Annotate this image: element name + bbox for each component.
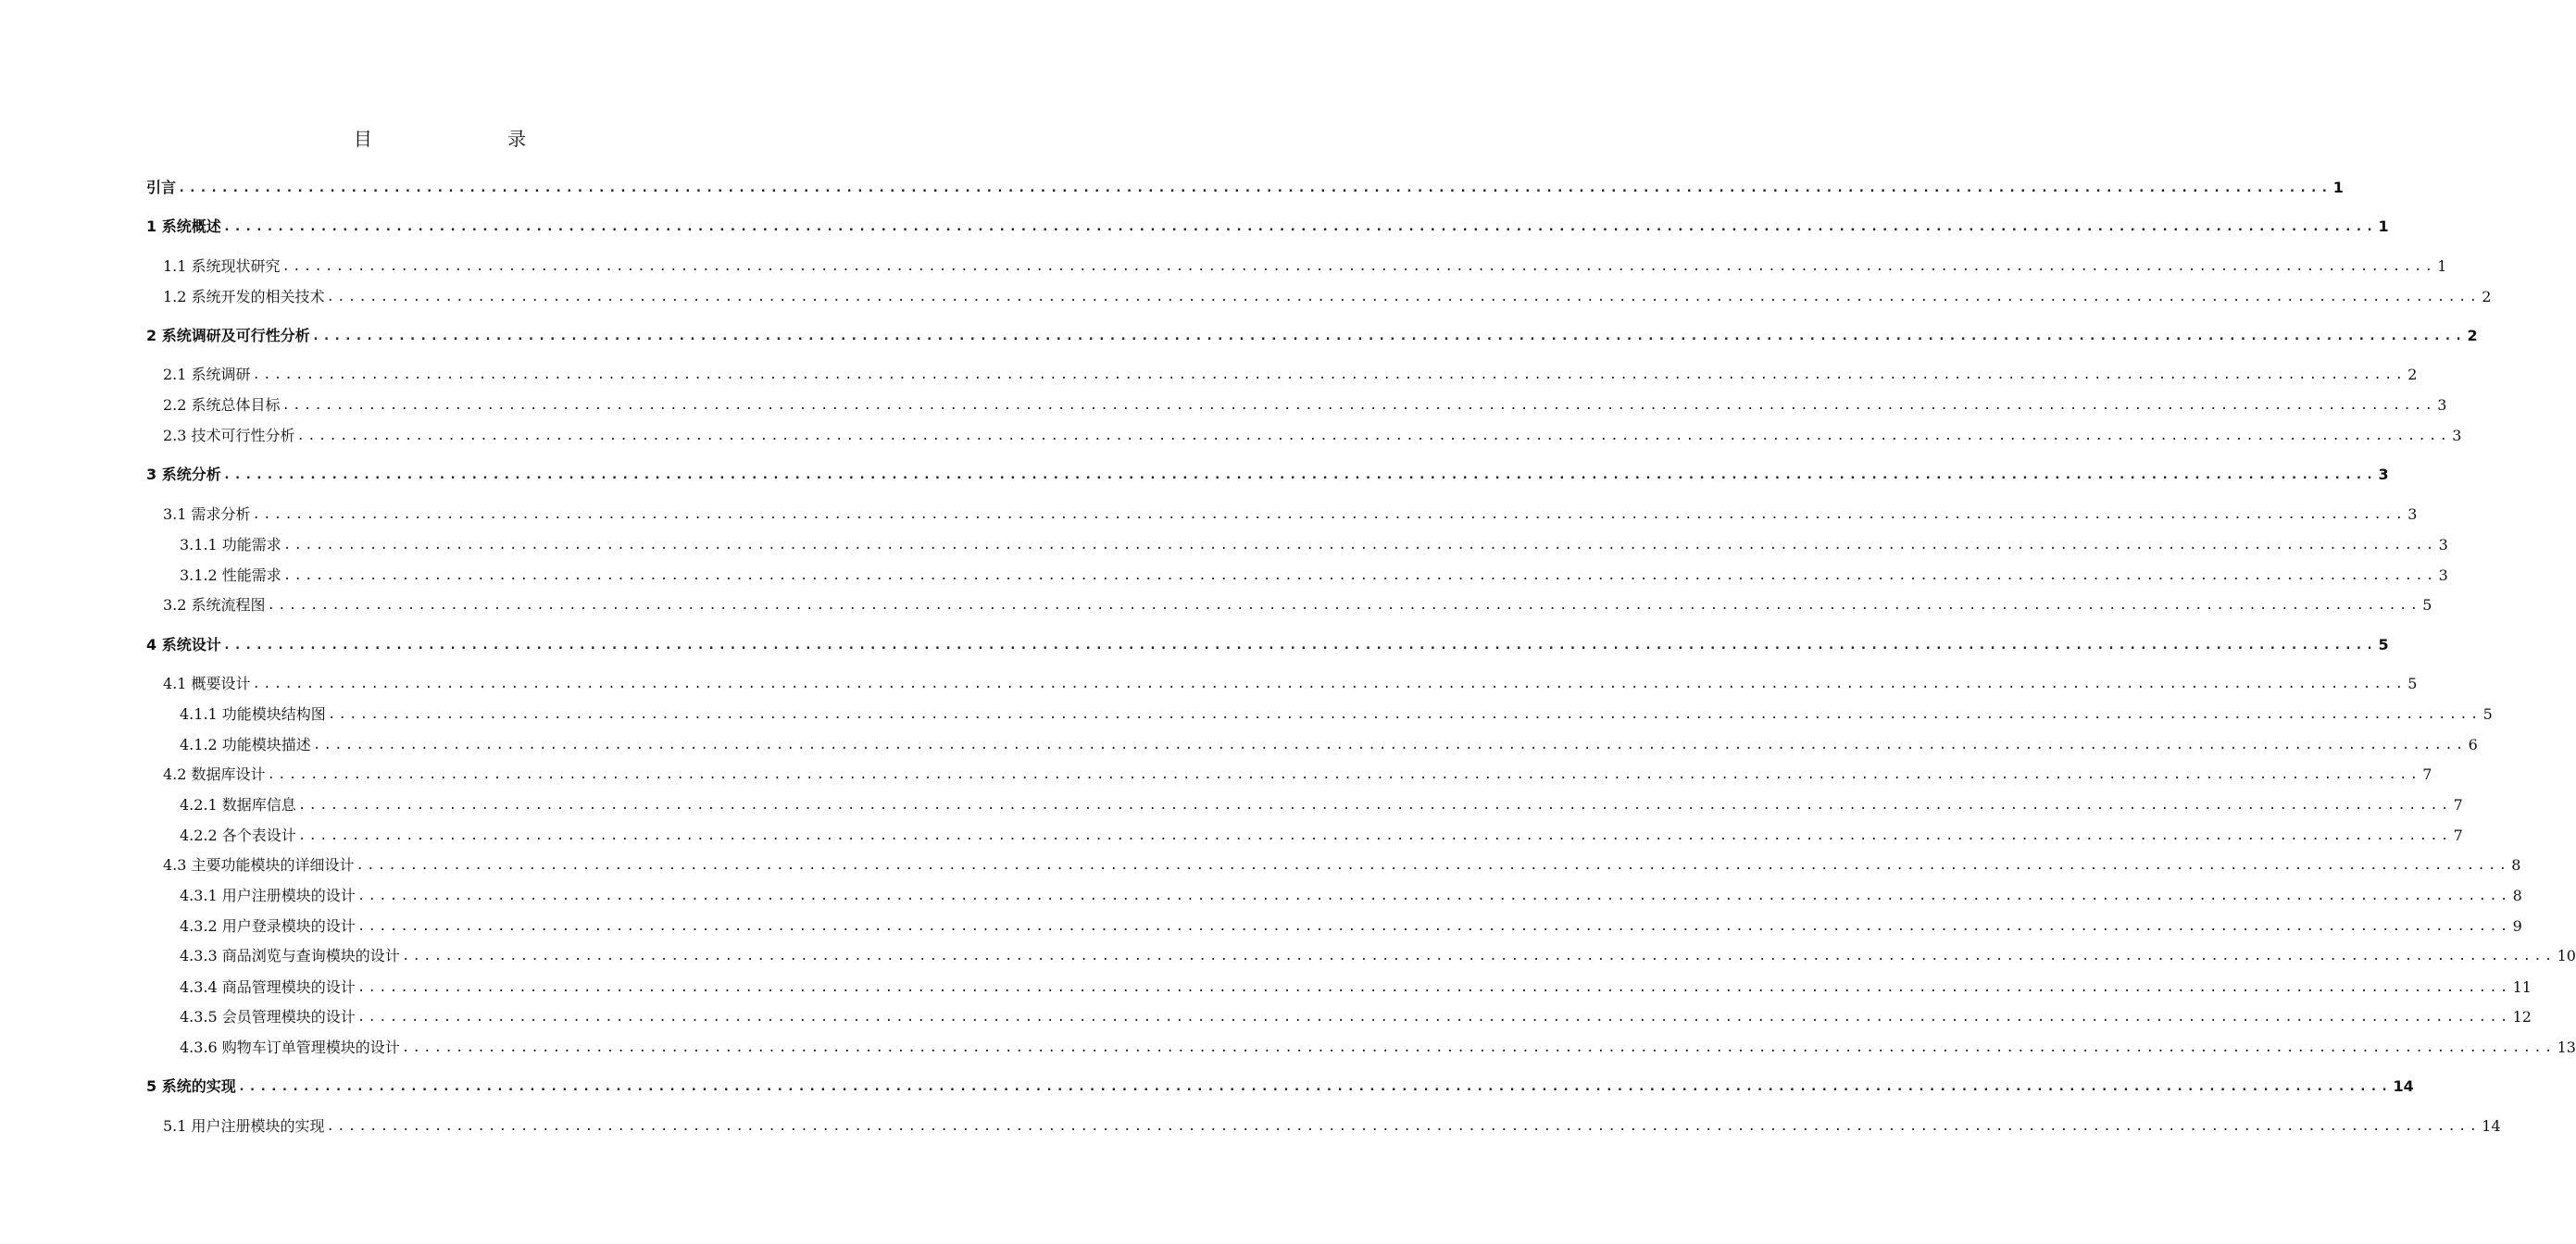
toc-entry[interactable] [163,255,2447,277]
toc-entry-label: 引言 [146,179,177,196]
toc-leader-dots: ........................................................................................................................................................................................................ [356,858,2510,873]
toc-entry[interactable] [180,564,2448,586]
toc-entry-label: 1.1 系统现状研究 [163,257,281,275]
toc-page-number: 1 [2378,218,2389,235]
toc-leader-dots: ........................................................................................................................................................................................................ [401,949,2556,964]
toc-entry-label: 4.3.4 商品管理模块的设计 [180,978,356,996]
toc-page-number: 14 [2482,1117,2501,1135]
toc-entry[interactable] [163,363,2418,385]
toc-entry[interactable] [180,533,2448,555]
toc-entry[interactable] [163,424,2462,446]
toc-page-number: 2 [2467,327,2478,344]
toc-entry[interactable] [163,393,2447,416]
toc-entry[interactable] [180,733,2478,755]
toc-entry[interactable] [180,703,2493,725]
toc-page-number: 3 [2452,427,2462,444]
toc-page-number: 5 [2378,636,2389,653]
toc-leader-dots: ........................................................................................................................................................................................................ [282,568,2437,583]
toc-entry-label: 3.1.1 功能需求 [180,536,281,554]
toc-leader-dots: ........................................................................................................................................................................................................ [356,919,2511,934]
toc-entry-label: 3 系统分析 [146,466,221,483]
toc-entry[interactable] [180,793,2463,815]
toc-leader-dots: ........................................................................................................................................................................................................ [401,1040,2556,1055]
toc-leader-dots: ........................................................................................................................................................................................................ [326,1119,2481,1134]
toc-entry-label: 2 系统调研及可行性分析 [146,327,310,344]
toc-page-number: 10 [2557,947,2576,964]
toc-entry-label: 4.3.1 用户注册模块的设计 [180,887,356,904]
toc-leader-dots: ........................................................................................................................................................................................................ [297,798,2452,813]
toc-entry-label: 5 系统的实现 [146,1077,236,1095]
toc-entry-label: 4.3.5 会员管理模块的设计 [180,1008,356,1026]
toc-page-number: 3 [2438,566,2448,584]
toc-page-number: 2 [2407,366,2418,383]
toc-entry-label: 5.1 用户注册模块的实现 [163,1117,325,1135]
toc-entry-label: 4.3.2 用户登录模块的设计 [180,917,356,935]
toc-entry-label: 4.3 主要功能模块的详细设计 [163,856,355,874]
toc-entry-label: 3.2 系统流程图 [163,596,266,614]
toc-page-number: 12 [2512,1008,2532,1026]
toc-page-number: 13 [2557,1039,2576,1056]
toc-leader-dots: ........................................................................................................................................................................................................ [356,1010,2511,1025]
toc-entry[interactable] [163,672,2418,694]
toc-page-number: 5 [2482,705,2493,723]
toc-leader-dots: ........................................................................................................................................................................................................ [178,180,2332,195]
toc-leader-dots: ........................................................................................................................................................................................................ [312,738,2467,753]
toc-page-number: 2 [2482,288,2492,305]
toc-leader-dots: ........................................................................................................................................................................................................ [356,980,2511,995]
toc-leader-dots: ........................................................................................................................................................................................................ [281,398,2436,413]
toc-leader-dots: ........................................................................................................................................................................................................ [237,1079,2392,1094]
toc-leader-dots: ........................................................................................................................................................................................................ [252,507,2407,522]
toc-leader-dots: ........................................................................................................................................................................................................ [296,429,2451,443]
toc-entry-label: 4.1.1 功能模块结构图 [180,705,326,723]
toc-leader-dots: ........................................................................................................................................................................................................ [222,467,2377,482]
toc-page-number: 7 [2422,765,2432,783]
toc-page-number: 3 [2437,396,2447,414]
toc-entry[interactable] [163,853,2521,876]
toc-leader-dots: ........................................................................................................................................................................................................ [252,367,2407,382]
toc-entry[interactable] [146,633,2389,655]
toc-page-number: 11 [2512,978,2532,996]
toc-entry[interactable] [180,914,2522,937]
toc-entry[interactable] [163,1114,2501,1137]
toc-page-number: 3 [2407,505,2418,523]
toc-entry[interactable] [146,324,2478,346]
toc-entry[interactable] [163,285,2492,307]
toc-entry[interactable] [146,176,2344,198]
toc-entry[interactable] [163,593,2432,616]
toc-entry[interactable] [180,1005,2532,1027]
toc-entry[interactable] [180,944,2576,966]
toc-leader-dots: ........................................................................................................................................................................................................ [267,767,2421,782]
toc-leader-dots: ........................................................................................................................................................................................................ [326,290,2481,305]
toc-page-number: 5 [2407,675,2418,692]
toc-leader-dots: ........................................................................................................................................................................................................ [311,329,2466,343]
toc-page-number: 9 [2512,917,2522,935]
toc-entry[interactable] [146,215,2389,237]
toc-page-number: 7 [2453,796,2463,814]
toc-entry-label: 4.2.2 各个表设计 [180,827,296,844]
toc-entry-label: 3.1.2 性能需求 [180,566,281,584]
toc-leader-dots: ........................................................................................................................................................................................................ [282,538,2437,553]
toc-page-number: 8 [2511,856,2521,874]
toc-entry-label: 2.3 技术可行性分析 [163,427,295,444]
toc-entry[interactable] [180,824,2463,846]
toc-entry[interactable] [163,503,2418,525]
toc-entry[interactable] [163,763,2432,785]
toc-leader-dots: ........................................................................................................................................................................................................ [222,638,2377,653]
toc-entry[interactable] [180,1036,2576,1058]
toc-page-number: 7 [2453,827,2463,844]
toc-page-number: 8 [2512,887,2522,904]
toc-page-number: 5 [2422,596,2432,614]
toc-leader-dots: ........................................................................................................................................................................................................ [267,598,2421,613]
toc-leader-dots: ........................................................................................................................................................................................................ [356,889,2511,903]
toc-entry-label: 2.1 系统调研 [163,366,251,383]
toc-page-number: 3 [2438,536,2448,554]
toc-entry-label: 3.1 需求分析 [163,505,251,523]
toc-leader-dots: ........................................................................................................................................................................................................ [297,828,2452,843]
toc-page-number: 6 [2468,736,2478,753]
toc-entry-label: 4 系统设计 [146,636,221,653]
toc-page-number: 14 [2393,1077,2414,1095]
toc-title: 目 录 [353,128,592,150]
toc-entry-label: 4.3.3 商品浏览与查询模块的设计 [180,947,400,964]
toc-page-number: 1 [2332,179,2344,196]
toc-entry-label: 2.2 系统总体目标 [163,396,281,414]
toc-entry-label: 1 系统概述 [146,218,221,235]
toc-entry-label: 4.3.6 购物车订单管理模块的设计 [180,1039,400,1056]
toc-entry[interactable] [146,1075,2414,1097]
toc-leader-dots: ........................................................................................................................................................................................................ [327,707,2482,722]
toc-page-number: 3 [2378,466,2389,483]
toc-entry-label: 4.2.1 数据库信息 [180,796,296,814]
toc-entry-label: 1.2 系统开发的相关技术 [163,288,325,305]
toc-entry[interactable] [180,884,2522,906]
toc-entry-label: 4.1.2 功能模块描述 [180,736,311,753]
toc-entry[interactable] [146,463,2389,485]
toc-leader-dots: ........................................................................................................................................................................................................ [222,219,2377,234]
toc-leader-dots: ........................................................................................................................................................................................................ [281,259,2436,274]
toc-entry-label: 4.2 数据库设计 [163,765,266,783]
toc-entry-label: 4.1 概要设计 [163,675,251,692]
toc-leader-dots: ........................................................................................................................................................................................................ [252,677,2407,691]
toc-page-number: 1 [2437,257,2447,275]
toc-entry[interactable] [180,976,2532,998]
